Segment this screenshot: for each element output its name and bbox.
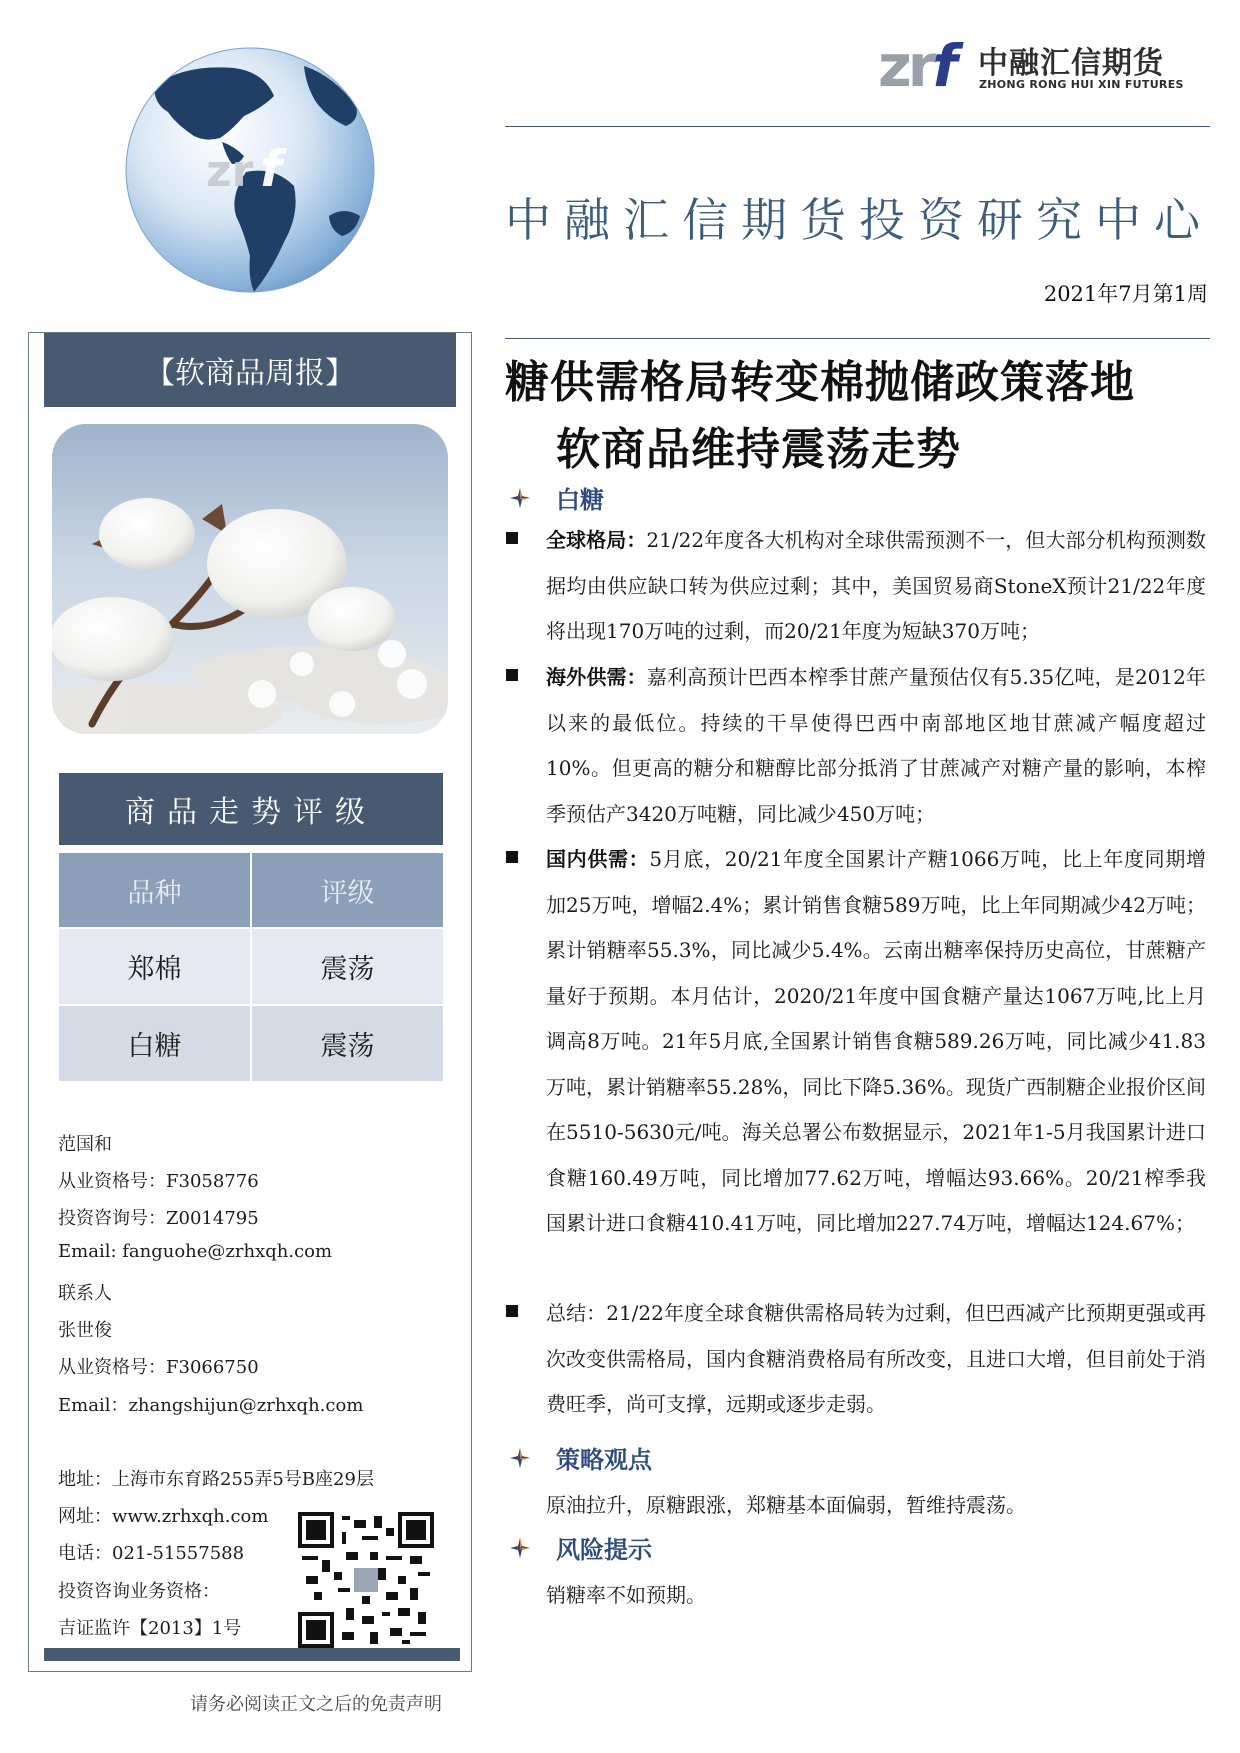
company-website[interactable]: 网址：www.zrhxqh.com — [58, 1506, 269, 1527]
bullet-square-icon — [506, 1305, 518, 1317]
bullet-global — [506, 518, 1206, 655]
bullet-summary — [506, 1291, 1206, 1428]
rating-table-header-row — [59, 853, 443, 927]
bullet-overseas — [506, 655, 1206, 837]
rating-header-variety: 品种 — [59, 853, 250, 927]
section-strategy — [510, 1440, 652, 1475]
bullet-text: 5月底，20/21年度全国累计产糖1066万吨，比上年度同期增加25万吨，增幅2.4%；累计销售食糖589万吨，比上年同期减少42万吨；累计销糖率55.3%，同比减少5.4%。云南出糖率保持历史高位，甘蔗糖产量好于预期。本月估计，2020/21年度中国食糖产量达1067万吨,比上月调高8万吨。21年5月底,全国累计销售食糖589.26万吨，同比减少41.83万吨，累计销糖率55.28%，同比下降5.36%。现货广西制糖企业报价区间在5510-5630元/吨。海关总署公布数据显示，2021年1-5月我国累计进口食糖160.49万吨，同比增加77.62万吨，增幅达93.66%。20/21榨季我国累计进口食糖410.41万吨，同比增加227.74万吨，增幅达124.67%； — [546, 847, 1207, 1235]
section-risk — [510, 1530, 652, 1565]
globe-mark-gray: zr — [206, 146, 254, 197]
rating-table-title: 商品走势评级 — [59, 773, 443, 845]
bullet-label: 海外供需： — [546, 665, 647, 689]
bullet-square-icon — [506, 851, 518, 863]
risk-text: 销糖率不如预期。 — [546, 1583, 706, 1607]
contact-label: 联系人 — [58, 1283, 112, 1304]
bullet-domestic — [506, 837, 1206, 1247]
rating-cell-grade: 震荡 — [250, 929, 443, 1004]
company-logo — [878, 34, 1218, 98]
company-license-number: 吉证监许【2013】1号 — [58, 1618, 242, 1639]
analyst-consult-number: 投资咨询号：Z0014795 — [58, 1208, 259, 1229]
disclaimer-notice: 请务必阅读正文之后的免责声明 — [190, 1694, 442, 1715]
diamond-star-icon — [510, 1538, 530, 1558]
analyst-license: 从业资格号：F3058776 — [58, 1171, 259, 1192]
sidebar-bottom-bar — [44, 1648, 460, 1661]
diamond-star-icon — [510, 488, 530, 508]
contact-email[interactable]: Email：zhangshijun@zrhxqh.com — [58, 1395, 364, 1416]
company-qualification-label: 投资咨询业务资格： — [58, 1581, 220, 1602]
bullet-label: 全球格局： — [546, 528, 647, 552]
cotton-photo — [52, 424, 448, 734]
section-title: 策略观点 — [556, 1445, 652, 1474]
rating-cell-variety: 郑棉 — [59, 929, 250, 1004]
section-sugar — [510, 480, 604, 515]
contact-license: 从业资格号：F3066750 — [58, 1357, 259, 1378]
table-row — [59, 1006, 443, 1081]
qr-code-icon — [298, 1512, 434, 1648]
bullet-text: 总结：21/22年度全球食糖供需格局转为过剩，但巴西减产比预期更强或再次改变供需格局，国内食糖消费格局有所改变，且进口大增，但目前处于消费旺季，尚可支撑，远期或逐步走弱。 — [546, 1301, 1206, 1416]
header-divider-top — [505, 126, 1210, 127]
bullet-label: 国内供需： — [546, 847, 650, 871]
logo-mark: zrf — [878, 32, 954, 100]
globe-logo-image — [124, 46, 376, 294]
section-title: 风险提示 — [556, 1535, 652, 1564]
company-phone: 电话：021-51557588 — [58, 1543, 245, 1564]
contact-name: 张世俊 — [58, 1320, 112, 1341]
bullet-text: 嘉利高预计巴西本榨季甘蔗产量预估仅有5.35亿吨，是2012年以来的最低位。持续的干旱使得巴西中南部地区地甘蔗减产幅度超过10%。但更高的糖分和糖醇比部分抵消了甘蔗减产对糖产量的影响，本榨季预估产3420万吨糖，同比减少450万吨； — [546, 665, 1207, 826]
analyst-email[interactable]: Email: fanguohe@zrhxqh.com — [58, 1241, 333, 1262]
globe-mark-blue: f — [260, 140, 282, 198]
rating-header-grade: 评级 — [250, 853, 443, 927]
header-divider-bottom — [505, 338, 1210, 339]
rating-cell-grade: 震荡 — [250, 1006, 443, 1081]
rating-cell-variety: 白糖 — [59, 1006, 250, 1081]
bullet-text: 21/22年度各大机构对全球供需预测不一，但大部分机构预测数据均由供应缺口转为供应过剩；其中，美国贸易商StoneX预计21/22年度将出现170万吨的过剩，而20/21年度为短缺370万吨； — [546, 528, 1207, 643]
section-title: 白糖 — [556, 485, 604, 514]
logo-name-cn: 中融汇信期货 — [978, 46, 1164, 81]
diamond-star-icon — [510, 1448, 530, 1468]
analyst-name: 范国和 — [58, 1134, 112, 1155]
table-row — [59, 929, 443, 1004]
bullet-square-icon — [506, 532, 518, 544]
sidebar-report-title: 【软商品周报】 — [44, 333, 456, 407]
headline-line-2: 软商品维持震荡走势 — [556, 424, 961, 475]
headline-line-1: 糖供需格局转变棉抛储政策落地 — [505, 357, 1135, 408]
company-address: 地址：上海市东育路255弄5号B座29层 — [58, 1469, 374, 1490]
report-date: 2021年7月第1周 — [1043, 282, 1208, 306]
research-center-title: 中融汇信期货投资研究中心 — [505, 193, 1213, 247]
bullet-square-icon — [506, 669, 518, 681]
logo-name-en: ZHONG RONG HUI XIN FUTURES — [979, 78, 1184, 91]
strategy-text: 原油拉升，原糖跟涨，郑糖基本面偏弱，暂维持震荡。 — [546, 1493, 1026, 1517]
